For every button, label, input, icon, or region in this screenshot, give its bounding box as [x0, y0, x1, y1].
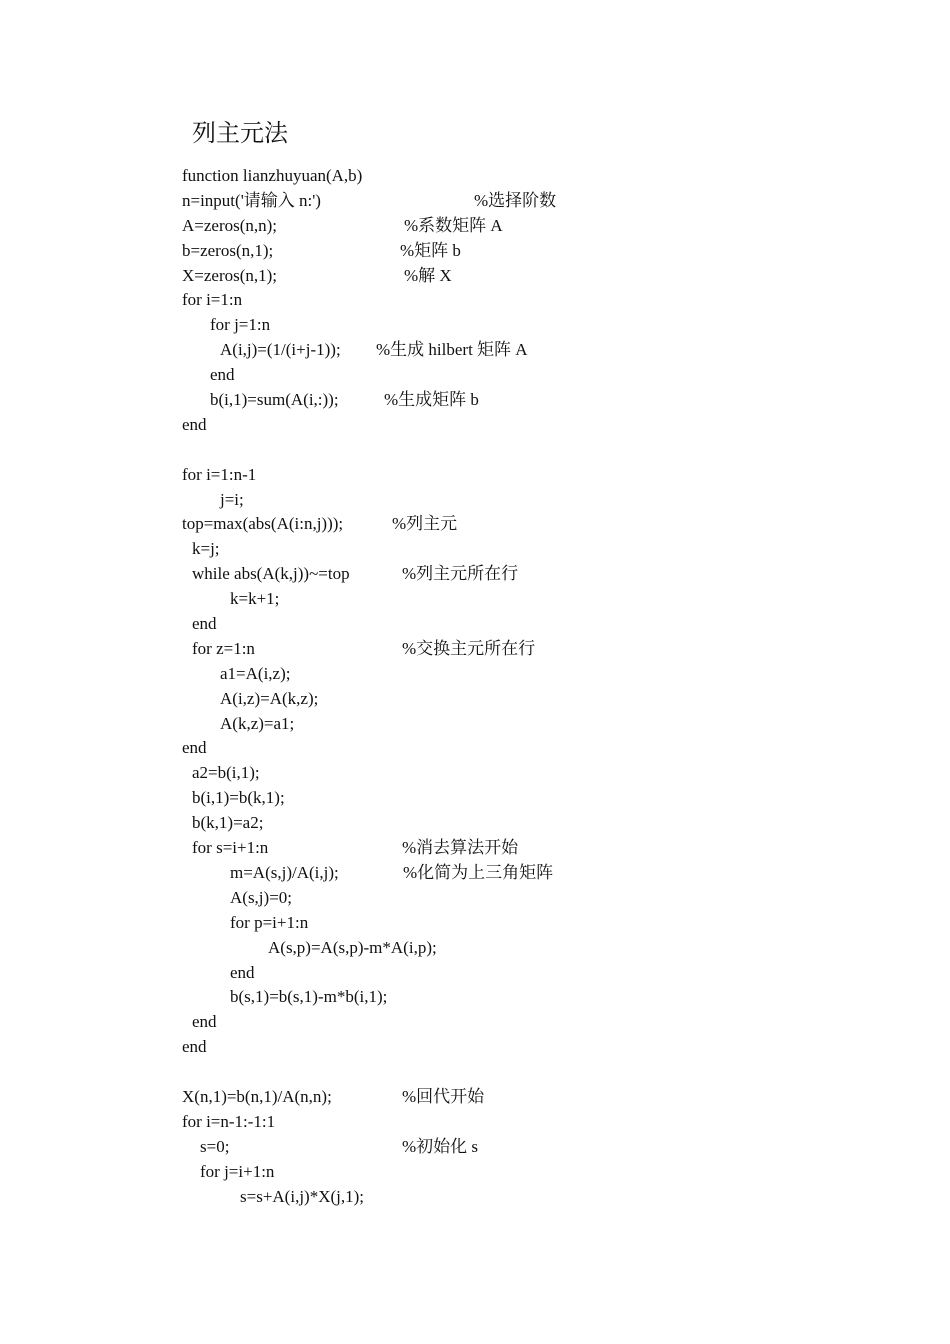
code-comment: %列主元	[392, 514, 458, 534]
document-title: 列主元法	[192, 121, 288, 147]
code-text: for j=i+1:n	[200, 1161, 275, 1181]
code-text: end	[192, 614, 217, 634]
code-comment: %生成矩阵 b	[384, 390, 479, 410]
code-text: a2=b(i,1);	[192, 763, 260, 783]
code-comment: %化简为上三角矩阵	[403, 862, 554, 882]
code-text: end	[210, 365, 235, 385]
code-comment: %初始化 s	[402, 1136, 479, 1156]
code-text: b(s,1)=b(s,1)-m*b(i,1);	[230, 987, 388, 1007]
code-comment: %回代开始	[402, 1086, 485, 1106]
code-text: n=input('请输入 n:')	[182, 190, 321, 210]
code-text: end	[192, 1012, 217, 1032]
code-text: A=zeros(n,n);	[182, 215, 278, 235]
code-text: function lianzhuyuan(A,b)	[182, 166, 363, 185]
code-text: while abs(A(k,j))~=top	[192, 564, 350, 584]
code-text: for z=1:n	[192, 638, 255, 658]
code-text: b=zeros(n,1);	[182, 240, 274, 260]
code-text: for j=1:n	[210, 315, 271, 335]
code-text: a1=A(i,z);	[220, 663, 291, 683]
code-text: b(k,1)=a2;	[192, 813, 264, 833]
code-text: for i=1:n-1	[182, 464, 257, 484]
code-text: X(n,1)=b(n,1)/A(n,n);	[182, 1086, 332, 1106]
code-text: A(i,z)=A(k,z);	[220, 688, 319, 708]
code-text: A(s,j)=0;	[230, 887, 292, 907]
code-comment: %解 X	[404, 265, 452, 285]
code-text: k=k+1;	[230, 589, 280, 609]
code-text: j=i;	[220, 489, 244, 509]
code-comment: %系数矩阵 A	[404, 215, 503, 235]
code-comment: %交换主元所在行	[402, 638, 536, 658]
code-text: top=max(abs(A(i:n,j)));	[182, 514, 344, 534]
code-text: m=A(s,j)/A(i,j);	[230, 862, 339, 882]
code-comment: %列主元所在行	[402, 564, 519, 584]
code-text: for i=n-1:-1:1	[182, 1111, 276, 1131]
code-text: s=0;	[200, 1136, 230, 1156]
code-text: end	[182, 1037, 207, 1057]
code-text: k=j;	[192, 539, 220, 559]
code-text: A(i,j)=(1/(i+j-1));	[220, 340, 341, 360]
code-text: end	[230, 962, 255, 982]
code-text: end	[182, 738, 207, 758]
code-text: for p=i+1:n	[230, 912, 309, 932]
code-text: for i=1:n	[182, 290, 243, 310]
code-text: b(i,1)=b(k,1);	[192, 788, 285, 808]
code-text: A(k,z)=a1;	[220, 713, 295, 733]
code-comment: %生成 hilbert 矩阵 A	[376, 340, 528, 360]
code-text: end	[182, 414, 207, 434]
code-text: A(s,p)=A(s,p)-m*A(i,p);	[268, 937, 437, 957]
code-text: s=s+A(i,j)*X(j,1);	[240, 1186, 364, 1206]
code-text: X=zeros(n,1);	[182, 265, 278, 285]
code-comment: %矩阵 b	[400, 240, 461, 260]
code-comment: %选择阶数	[474, 190, 557, 210]
code-text: b(i,1)=sum(A(i,:));	[210, 390, 339, 410]
code-text: for s=i+1:n	[192, 838, 269, 858]
code-comment: %消去算法开始	[402, 838, 519, 858]
